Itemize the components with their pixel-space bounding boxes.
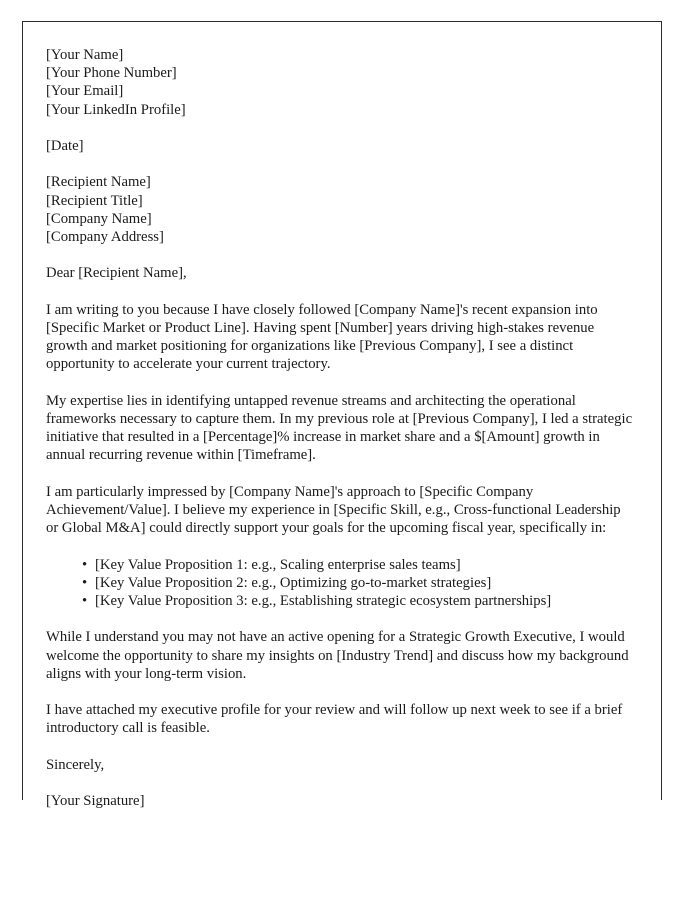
letter-body (23, 22, 661, 810)
sender-phone: [Your Phone Number] (46, 65, 177, 82)
body-paragraph-1: I am writing to you because I have closely followed [Company Name]'s recent expansion into [Specific Market or Product Line]. Having spent [Number] years driving high-stakes revenue growth and market positioning for organizations like [Previous Company], I see a distinct opportunity to accelerate your current trajectory. (46, 301, 598, 373)
salutation: Dear [Recipient Name], (46, 265, 187, 282)
sender-contact-block (46, 46, 635, 119)
list-item (82, 556, 635, 574)
list-item (82, 574, 635, 592)
sender-name: [Your Name] (46, 47, 124, 63)
closing-paragraph-2: I have attached my executive profile for your review and will follow up next week to see if a brief introductory call is feasible. (46, 702, 623, 737)
list-item-label: [Key Value Proposition 2: e.g., Optimizing go-to-market strategies] (95, 574, 492, 591)
list-item-label: [Key Value Proposition 1: e.g., Scaling enterprise sales teams] (95, 556, 461, 573)
list-item (82, 592, 635, 610)
closing-salutation: Sincerely, (46, 756, 105, 773)
closing-paragraph-1: While I understand you may not have an active opening for a Strategic Growth Executive, I would welcome the opportunity to share my insights on [Industry Trend] and discuss how my background aligns with your long-term vision. (46, 629, 629, 682)
recipient-address: [Company Address] (46, 229, 164, 245)
recipient-company: [Company Name] (46, 210, 152, 227)
recipient-name: [Recipient Name] (46, 174, 151, 191)
sender-email: [Your Email] (46, 83, 124, 100)
bullet-icon: • (82, 556, 88, 573)
signature-placeholder: [Your Signature] (46, 793, 145, 810)
bullet-icon: • (82, 592, 88, 609)
document-page (22, 21, 662, 810)
recipient-title: [Recipient Title] (46, 192, 143, 209)
sender-linkedin: [Your LinkedIn Profile] (46, 101, 186, 118)
body-paragraph-2: My expertise lies in identifying untapped revenue streams and architecting the operational frameworks necessary to capture them. In my previous role at [Previous Company], I led a strategic initiative that resulted in a [Percentage]% increase in market share and a $[Amount] growth in annual recurring revenue within [Timeframe]. (46, 392, 633, 464)
list-item-label: [Key Value Proposition 3: e.g., Establishing strategic ecosystem partnerships] (95, 592, 552, 609)
recipient-address-block (46, 173, 635, 246)
value-proposition-list (46, 556, 635, 611)
letter-date: [Date] (46, 138, 84, 154)
bullet-icon: • (82, 574, 88, 591)
body-paragraph-3: I am particularly impressed by [Company Name]'s approach to [Specific Company Achievement/Value]. I believe my experience in [Specific Skill, e.g., Cross-functional Leadership or Global M&A] could directly support your goals for the upcoming fiscal year, specifically in: (46, 483, 621, 537)
